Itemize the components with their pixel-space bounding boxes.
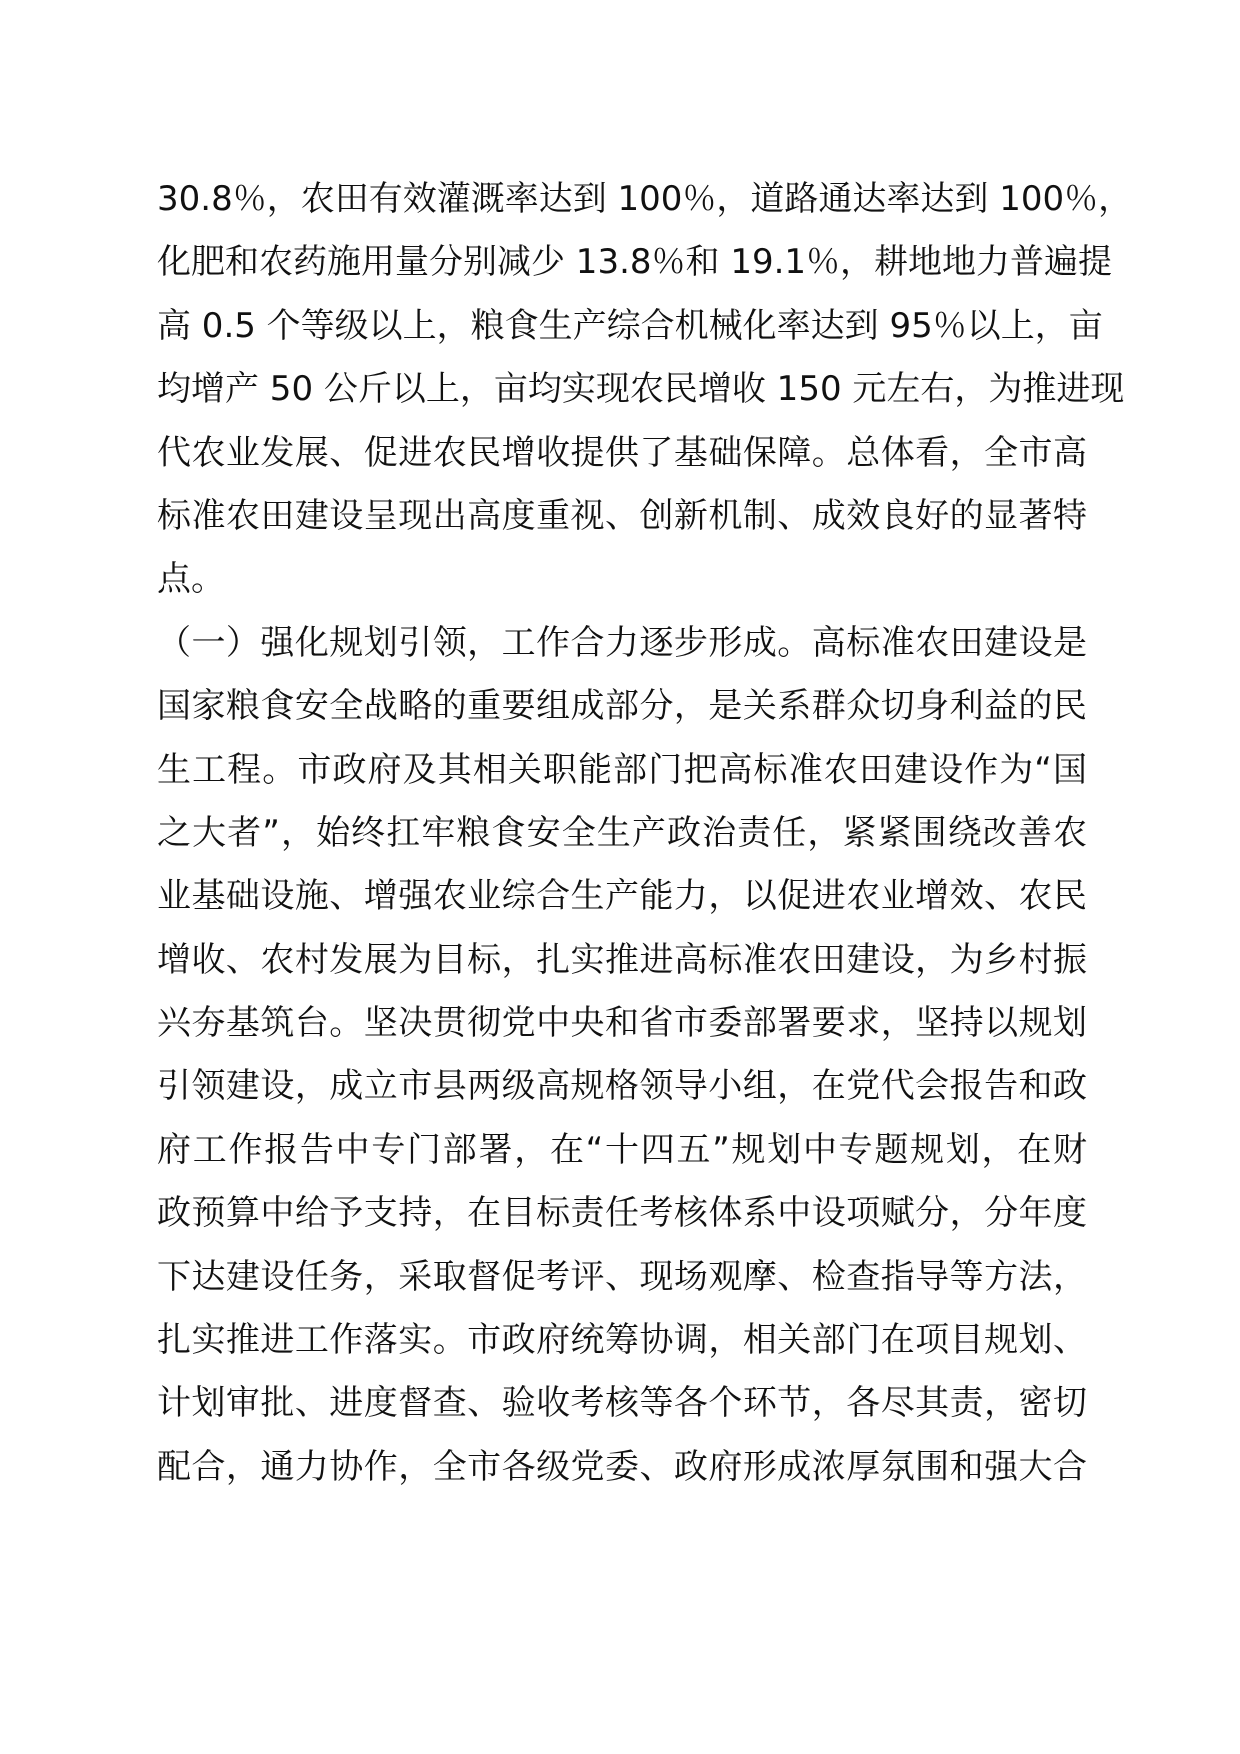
text-line: 代农业发展、促进农民增收提供了基础保障。总体看，全市高 (157, 432, 1087, 473)
text-line: 均增产 50 公斤以上，亩均实现农民增收 150 元左右，为推进现 (157, 369, 1125, 410)
paragraph-section-one (157, 612, 1087, 1499)
text-line: 业基础设施、增强农业综合生产能力，以促进农业增效、农民 (157, 876, 1087, 917)
text-line: 计划审批、进度督查、验收考核等各个环节，各尽其责，密切 (157, 1383, 1087, 1424)
paragraph-statistics (157, 168, 1133, 612)
text-line: 30.8％，农田有效灌溉率达到 100％，道路通达率达到 100％， (157, 179, 1133, 219)
document-body (157, 168, 1133, 1499)
text-line: 下达建设任务，采取督促考评、现场观摩、检查指导等方法， (157, 1256, 1087, 1297)
text-line: 兴夯基筑台。坚决贯彻党中央和省市委部署要求，坚持以规划 (157, 1003, 1087, 1044)
text-line: 政预算中给予支持，在目标责任考核体系中设项赋分，分年度 (157, 1193, 1087, 1234)
text-line: 高 0.5 个等级以上，粮食生产综合机械化率达到 95％以上，亩 (157, 305, 1103, 346)
section-heading-line: （一）强化规划引领，工作合力逐步形成。高标准农田建设是 (157, 622, 1087, 663)
text-line: 配合，通力协作，全市各级党委、政府形成浓厚氛围和强大合 (157, 1446, 1087, 1487)
text-line: 生工程。市政府及其相关职能部门把高标准农田建设作为“国 (157, 749, 1087, 790)
text-line: 标准农田建设呈现出高度重视、创新机制、成效良好的显著特 (157, 495, 1087, 536)
text-line: 之大者”，始终扛牢粮食安全生产政治责任，紧紧围绕改善农 (157, 812, 1087, 853)
text-line: 扎实推进工作落实。市政府统筹协调，相关部门在项目规划、 (157, 1320, 1087, 1361)
text-line: 化肥和农药施用量分别减少 13.8％和 19.1％，耕地地力普遍提 (157, 242, 1113, 283)
text-line: 引领建设，成立市县两级高规格领导小组，在党代会报告和政 (157, 1066, 1087, 1107)
text-line: 点。 (157, 559, 225, 600)
text-line: 国家粮食安全战略的重要组成部分，是关系群众切身利益的民 (157, 686, 1087, 727)
text-line: 府工作报告中专门部署，在“十四五”规划中专题规划，在财 (157, 1129, 1087, 1170)
text-line: 增收、农村发展为目标，扎实推进高标准农田建设，为乡村振 (157, 939, 1087, 980)
